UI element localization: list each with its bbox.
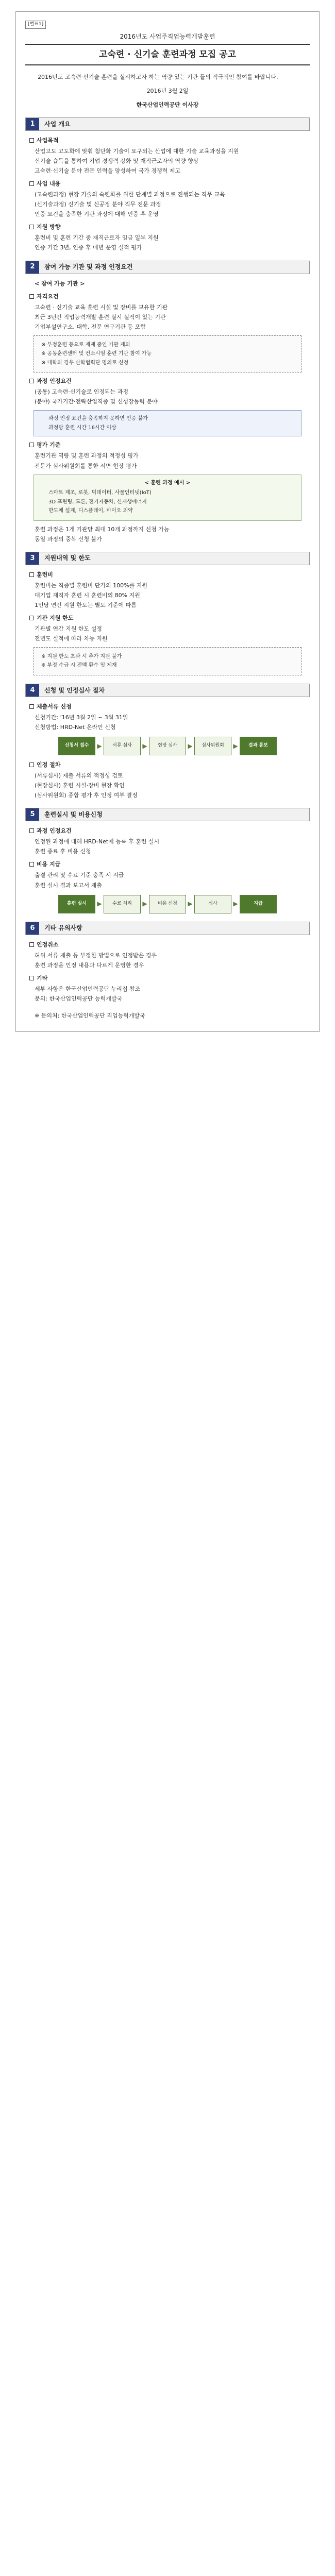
section-number: 6 — [26, 922, 39, 935]
note-item: ※ 부정훈련 등으로 제재 중인 기관 제외 — [41, 342, 130, 348]
section-number: 3 — [26, 552, 39, 565]
notice-document — [15, 11, 320, 1032]
arrow-right-icon: ▶ — [188, 742, 193, 750]
note-item: ※ 부정 수급 시 전액 환수 및 제재 — [41, 663, 117, 669]
list-item: (고숙련과정) 현장 기술의 숙련화를 위한 단계별 과정으로 진행되는 직무 교육 — [35, 191, 225, 198]
section-number: 4 — [26, 684, 39, 697]
list-item: 훈련 실시 결과 보고서 제출 — [35, 882, 102, 889]
note-item: 과정당 훈련 시간 16시간 이상 — [48, 425, 116, 431]
list-item: 신청방법: HRD-Net 온라인 신청 — [35, 724, 116, 731]
list-item: 훈련 종료 후 비용 신청 — [35, 848, 91, 855]
checkbox-icon — [29, 181, 34, 186]
note-item: ※ 지원 한도 초과 시 추가 지원 불가 — [41, 653, 122, 659]
section-1-header — [25, 117, 310, 131]
section-title: 지원내역 및 한도 — [39, 552, 309, 565]
list-item: (공통) 고숙련·신기술로 인정되는 과정 — [35, 388, 128, 396]
arrow-right-icon: ▶ — [188, 900, 193, 908]
arrow-right-icon: ▶ — [142, 742, 147, 750]
list-item: (서류심사) 제출 서류의 적정성 검토 — [35, 772, 123, 779]
checkbox-icon — [29, 294, 34, 299]
list-item: 훈련비 및 훈련 기간 중 재직근로자 임금 일부 지원 — [35, 234, 159, 242]
checkbox-icon — [29, 443, 34, 447]
section-6-header — [25, 922, 310, 935]
sub-heading: 지원 방향 — [29, 223, 310, 231]
notice-subtitle: 2016년도 사업주직업능력개발훈련 — [120, 32, 215, 40]
issuer-org: 한국산업인력공단 이사장 — [136, 101, 199, 108]
sub-heading: 인정취소 — [29, 940, 310, 949]
flow-step: 서류 심사 — [104, 737, 141, 755]
list-item: 문의: 한국산업인력공단 능력개발국 — [35, 995, 123, 1002]
sub-heading: 과정 인정요건 — [29, 377, 310, 385]
sub-heading: 기타 — [29, 974, 310, 982]
arrow-right-icon: ▶ — [233, 900, 238, 908]
list-item: (분야) 국가기간·전략산업직종 및 신성장동력 분야 — [35, 398, 158, 405]
section-2-header — [25, 261, 310, 274]
list-item: 1인당 연간 지원 한도는 별도 기준에 따름 — [35, 601, 137, 608]
flow-step: 수료 처리 — [104, 895, 141, 913]
section-number: 1 — [26, 118, 39, 130]
list-item: 훈련 과정은 1개 기관당 최대 10개 과정까지 신청 가능 — [35, 526, 170, 533]
sub-heading: 자격요건 — [29, 292, 310, 301]
section-title: 기타 유의사항 — [39, 922, 309, 935]
flow-step: 현장 심사 — [149, 737, 186, 755]
sub-heading: 사업 내용 — [29, 179, 310, 188]
list-item: 최근 3년간 직업능력개발 훈련 실시 실적이 있는 기관 — [35, 313, 166, 320]
checkbox-icon — [29, 379, 34, 383]
example-item: 반도체 설계, 디스플레이, 바이오 의약 — [48, 508, 133, 514]
annex-tag: [별표1] — [25, 21, 46, 29]
sub-heading: 제출서류 신청 — [29, 702, 310, 711]
sub-heading: 인정 절차 — [29, 760, 310, 769]
list-item: (심사위원회) 종합 평가 후 인정 여부 결정 — [35, 792, 138, 799]
flow-step: 훈련 실시 — [58, 895, 95, 913]
notice-date: 2016년 3월 2일 — [146, 87, 189, 94]
sub-heading: 비용 지급 — [29, 860, 310, 869]
list-item: 전년도 실적에 따라 차등 지원 — [35, 635, 108, 642]
note-item: ※ 공동훈련센터 및 컨소시엄 훈련 기관 참여 가능 — [41, 351, 152, 357]
list-item: 동일 과정의 중복 신청 불가 — [35, 535, 102, 543]
checkbox-icon — [29, 942, 34, 947]
info-box — [34, 410, 301, 436]
section-4-header — [25, 684, 310, 697]
checkbox-icon — [29, 572, 34, 577]
section-title: 참여 가능 기관 및 과정 인정요건 — [39, 261, 309, 274]
list-item: 기업부설연구소, 대학, 전문 연구기관 등 포함 — [35, 323, 146, 330]
list-item: 인증 기간 3년, 인증 후 매년 운영 실적 평가 — [35, 244, 142, 251]
note-item: ※ 대학의 경우 산학협력단 명의로 신청 — [41, 360, 129, 366]
list-item: (신기술과정) 신기술 및 신공정 분야 직무 전문 과정 — [35, 201, 161, 208]
section-title: 훈련실시 및 비용신청 — [39, 808, 309, 821]
sub-heading: 평가 기준 — [29, 440, 310, 449]
example-item: 3D 프린팅, 드론, 전기자동차, 신재생에너지 — [48, 499, 147, 505]
note-box — [34, 335, 301, 373]
arrow-right-icon: ▶ — [233, 742, 238, 750]
checkbox-icon — [29, 704, 34, 709]
sub-heading: 사업목적 — [29, 136, 310, 145]
notice-title: 고숙련 · 신기술 훈련과정 모집 공고 — [25, 44, 310, 65]
list-item: 고숙련·신기술 분야 전문 인력을 양성하여 국가 경쟁력 제고 — [35, 167, 180, 175]
sub-heading: 과정 인정요건 — [29, 826, 310, 835]
sub-heading: 기관 지원 한도 — [29, 614, 310, 622]
arrow-right-icon: ▶ — [97, 742, 102, 750]
list-item: 대기업 재직자 훈련 시 훈련비의 80% 지원 — [35, 591, 140, 599]
intro-text: 2016년도 고숙련·신기술 훈련을 실시하고자 하는 역량 있는 기관 들의 적극적인 참여를 바랍니다. — [38, 73, 278, 80]
note-item: 과정 인정 요건을 충족하지 못하면 인증 불가 — [48, 416, 148, 422]
list-item: 기관별 연간 지원 한도 설정 — [35, 625, 102, 632]
list-item: 산업고도 고도화에 맞춰 첨단화 기술이 요구되는 산업에 대한 기술 교육과정을 지원 — [35, 148, 239, 155]
example-box-title: < 훈련 과정 예시 > — [144, 480, 191, 486]
arrow-right-icon: ▶ — [97, 900, 102, 908]
list-item: 고숙련 · 신기술 교육 훈련 시설 및 장비를 보유한 기관 — [35, 303, 168, 311]
sub-caption: < 참여 가능 기관 > — [35, 280, 85, 287]
section-number: 5 — [26, 808, 39, 821]
flow-step: 심사 — [194, 895, 231, 913]
checkbox-icon — [29, 976, 34, 980]
section-title: 신청 및 인정심사 절차 — [39, 684, 309, 697]
list-item: 허위 서류 제출 등 부정한 방법으로 인정받은 경우 — [35, 952, 157, 959]
flow-step: 심사위원회 — [194, 737, 231, 755]
process-flow — [25, 737, 310, 755]
section-5-header — [25, 808, 310, 821]
flow-step: 비용 신청 — [149, 895, 186, 913]
list-item: 신청기간: '16년 3월 2일 ~ 3월 31일 — [35, 714, 128, 721]
section-number: 2 — [26, 261, 39, 274]
list-item: 인정된 과정에 대해 HRD-Net에 등록 후 훈련 실시 — [35, 838, 160, 845]
example-box — [34, 474, 301, 521]
flow-step: 신청서 접수 — [58, 737, 95, 755]
list-item: 신기술 습득을 통하여 기업 경쟁력 강화 및 재직근로자의 역량 향상 — [35, 158, 199, 165]
list-item: 인증 요건을 충족한 기관 과정에 대해 인증 후 운영 — [35, 211, 159, 218]
note-box — [34, 647, 301, 675]
list-item: 세부 사항은 한국산업인력공단 누리집 참조 — [35, 985, 141, 992]
section-3-header — [25, 552, 310, 565]
list-item: 훈련기관 역량 및 훈련 과정의 적정성 평가 — [35, 452, 139, 460]
list-item: 출결 관리 및 수료 기준 충족 시 지급 — [35, 872, 124, 879]
list-item: (현장심사) 훈련 시설·장비 현장 확인 — [35, 782, 125, 789]
flow-step: 지급 — [240, 895, 277, 913]
section-title: 사업 개요 — [39, 118, 309, 130]
flow-step: 결과 통보 — [240, 737, 277, 755]
list-item: 전문가 심사위원회를 통한 서면·현장 평가 — [35, 462, 137, 469]
sub-heading: 훈련비 — [29, 570, 310, 579]
arrow-right-icon: ▶ — [142, 900, 147, 908]
checkbox-icon — [29, 138, 34, 143]
checkbox-icon — [29, 225, 34, 229]
example-item: 스마트 제조, 로봇, 빅데이터, 사물인터넷(IoT) — [48, 490, 152, 496]
checkbox-icon — [29, 828, 34, 833]
list-item: 훈련비는 직종별 훈련비 단가의 100%를 지원 — [35, 582, 147, 589]
list-item: 훈련 과정을 인정 내용과 다르게 운영한 경우 — [35, 961, 144, 969]
checkbox-icon — [29, 762, 34, 767]
checkbox-icon — [29, 862, 34, 867]
checkbox-icon — [29, 616, 34, 620]
process-flow — [25, 895, 310, 913]
contact-note: ※ 문의처: 한국산업인력공단 직업능력개발국 — [35, 1012, 145, 1019]
